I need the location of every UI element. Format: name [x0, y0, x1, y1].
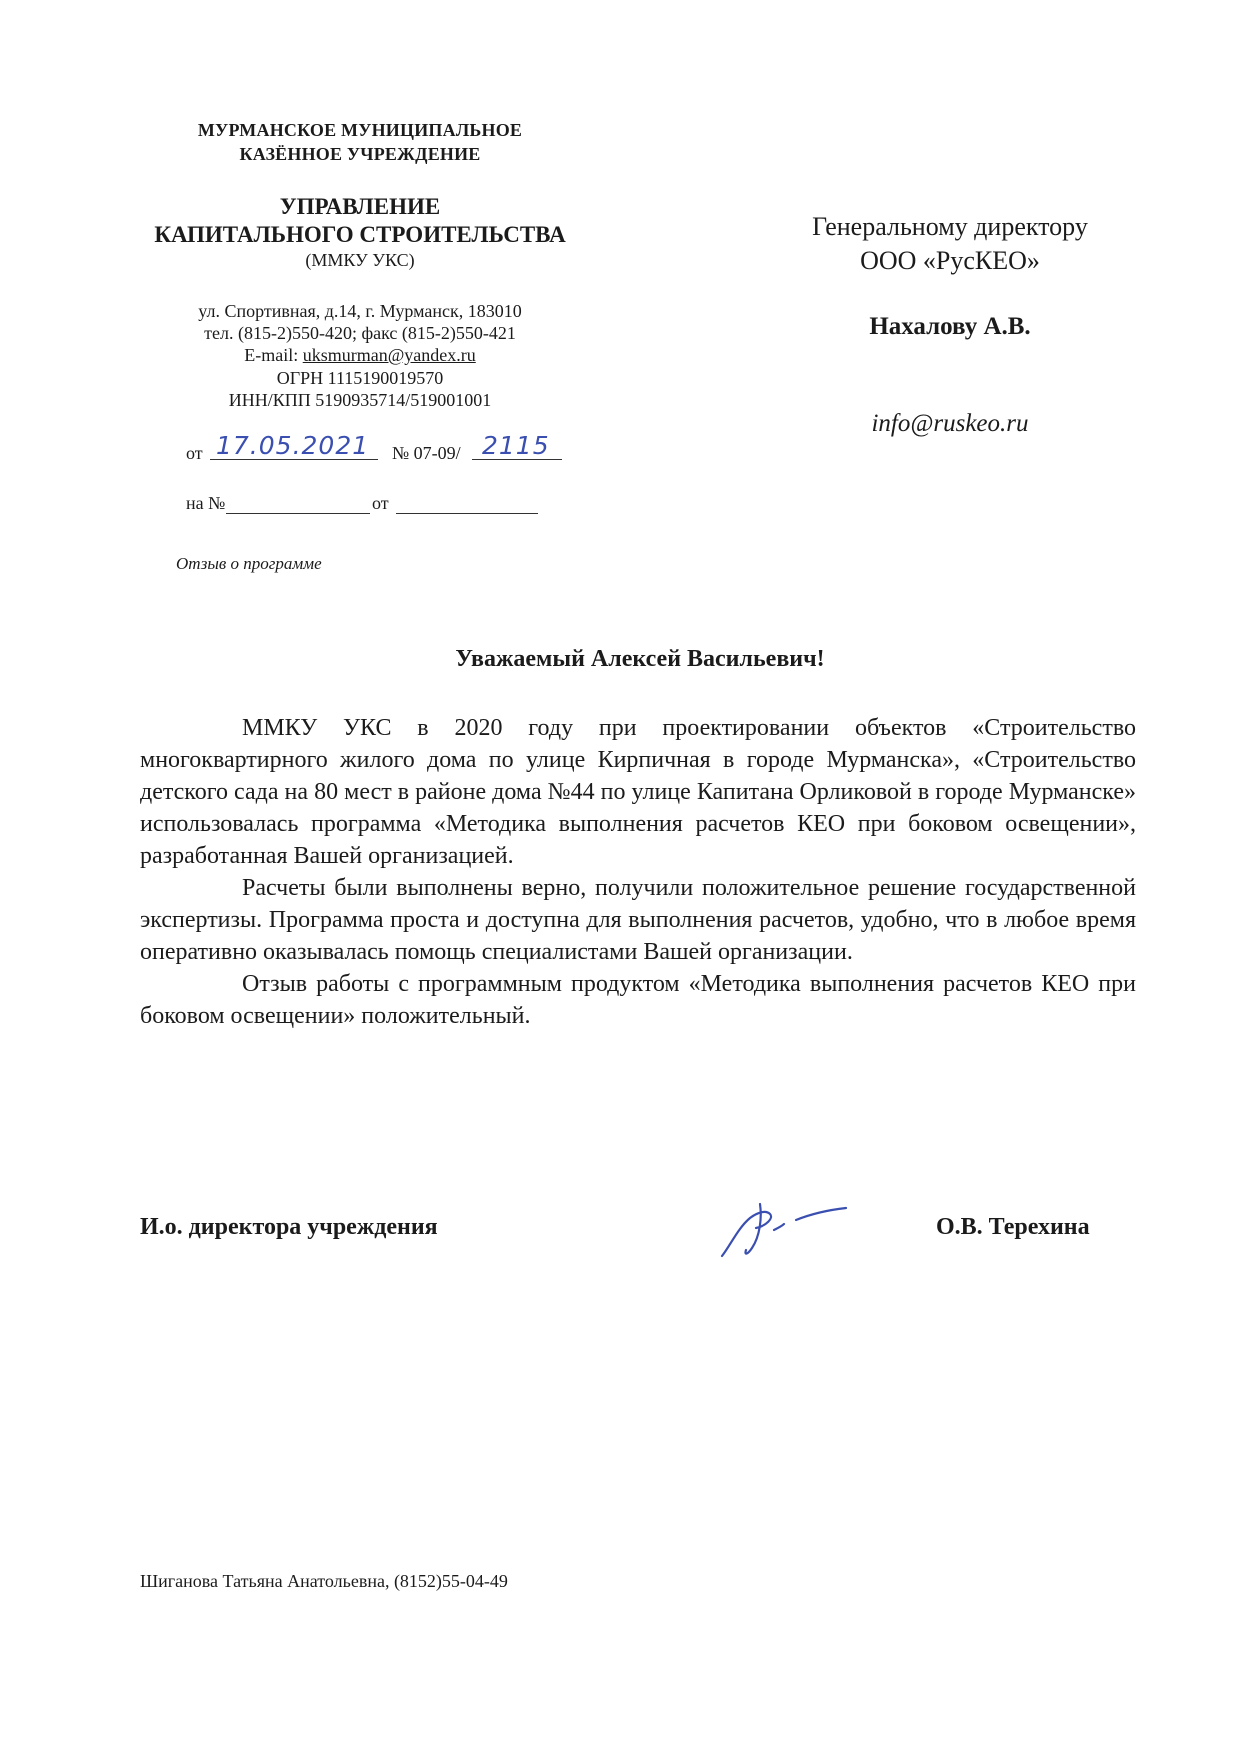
signatory-title: И.о. директора учреждения: [140, 1214, 438, 1240]
addressee-name: Нахалову А.В.: [869, 313, 1031, 340]
org-phone-fax: тел. (815-2)550-420; факс (815-2)550-421: [204, 323, 516, 343]
reply-number-underline: [226, 491, 370, 514]
letter-body: [140, 712, 1136, 1032]
reply-reference: [186, 491, 586, 517]
org-name-line1: МУРМАНСКОЕ МУНИЦИПАЛЬНОЕ: [197, 120, 523, 140]
org-ogrn: ОГРН 1115190019570: [276, 368, 444, 388]
addressee-email: info@ruskeo.ru: [871, 410, 1029, 437]
reply-number-label: на №: [186, 493, 226, 513]
letter-subject: Отзыв о программе: [176, 554, 322, 573]
body-paragraph: Расчеты были выполнены верно, получили положительное решение государственной экспертизы. Программа проста и доступна для выполнения расчетов, удобно, что в любое время оперативно оказывалась помощь специалистами Вашей организации.: [140, 875, 1136, 965]
date-label: от: [186, 443, 203, 463]
org-name-line2: КАЗЁННОЕ УЧРЕЖДЕНИЕ: [239, 144, 481, 164]
department-abbreviation: (ММКУ УКС): [305, 250, 415, 270]
body-paragraph: ММКУ УКС в 2020 году при проектировании объектов «Строительство многоквартирного жилого дома по улице Кирпичная в городе Мурманска», «Строительство детского сада на 80 мест в районе дома №44 по улице Капитана Орликовой в городе Мурманске» использовалась программа «Методика выполнения расчетов КЕО при боковом освещении», разработанная Вашей организацией.: [140, 715, 1136, 869]
org-address: ул. Спортивная, д.14, г. Мурманск, 183010: [198, 301, 522, 321]
org-email-link[interactable]: uksmurman@yandex.ru: [302, 345, 476, 365]
signatory-name: О.В. Терехина: [936, 1214, 1090, 1240]
handwritten-number: 2115: [482, 431, 550, 460]
number-label: № 07-09/: [392, 443, 461, 463]
reply-date-underline: [396, 491, 538, 514]
department-line2: КАПИТАЛЬНОГО СТРОИТЕЛЬСТВА: [154, 222, 566, 247]
body-paragraph: Отзыв работы с программным продуктом «Методика выполнения расчетов КЕО при боковом освещении» положительный.: [140, 971, 1136, 1029]
org-inn-kpp: ИНН/КПП 5190935714/519001001: [228, 390, 492, 410]
reply-from-label: от: [372, 493, 389, 513]
addressee-title: Генеральному директору: [812, 212, 1088, 241]
outgoing-reference: [186, 431, 586, 465]
org-email-line: [150, 344, 570, 366]
handwritten-date: 17.05.2021: [216, 431, 370, 460]
salutation: Уважаемый Алексей Васильевич!: [455, 646, 825, 672]
department-line1: УПРАВЛЕНИЕ: [279, 194, 441, 219]
email-label: E-mail:: [244, 345, 303, 365]
handwritten-signature: [716, 1188, 856, 1268]
addressee-company: ООО «РусКЕО»: [860, 246, 1040, 275]
executor-contact: Шиганова Татьяна Анатольевна, (8152)55-04-49: [140, 1571, 508, 1591]
